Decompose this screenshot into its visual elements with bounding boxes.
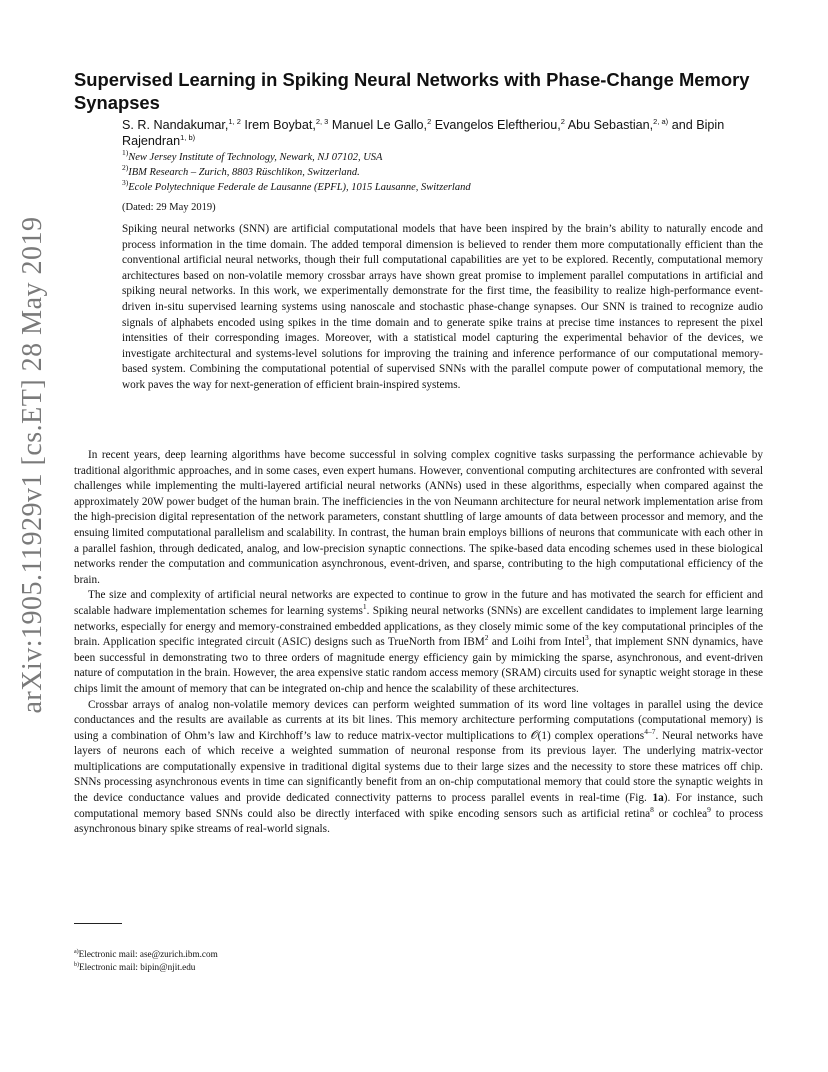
body-text xyxy=(74,448,763,838)
date-line: (Dated: 29 May 2019) xyxy=(122,202,216,213)
affiliation: $^{3)}$Ecole Polytechnique Federale de Lausanne (EPFL), 1015 Lausanne, Switzerland xyxy=(122,178,471,193)
affiliation-list xyxy=(122,150,762,195)
citation-reference[interactable]: 8 xyxy=(650,804,654,814)
footnote: $^{a)}$Electronic mail: ase@zurich.ibm.com xyxy=(74,949,218,959)
author: Manuel Le Gallo,$^2$ xyxy=(331,117,432,132)
abstract: Spiking neural networks (SNN) are artificial computational models that have been inspired by the brain’s ability to naturally encode and process information in the time domain. The added temporal dimension is believed to render them more computationally efficient than the conventional artificial neural networks, though their full computational capabilities are yet to be explored. Recently, computational memory architectures based on non-volatile memory crossbar arrays have shown great promise to implement parallel computations in artificial and spiking neural networks. In this work, we experimentally demonstrate for the first time, the feasibility to realize high-performance event-driven in-situ supervised learning systems using nanoscale and stochastic phase-change synapses. Our SNN is trained to recognize audio signals of alphabets encoded using spikes in the time domain and to generate spike trains at precise time instances to represent the pixel intensities of their corresponding images. Moreover, with a statistical model capturing the experimental behavior of the devices, we investigate architectural and systems-level solutions for improving the training and inference performance of our computational memory-based system. Combining the computational potential of supervised SNNs with the parallel compute power of computational memory, the work paves the way for next-generation of efficient brain-inspired systems. xyxy=(122,223,763,391)
paragraph: In recent years, deep learning algorithms have become successful in solving complex cognitive tasks surpassing the performance achievable by traditional algorithmic approaches, and in some cases, even expert humans. However, conventional computing architectures are confronted with several challenges while implementing the multi-layered artificial neural networks (ANNs) used in these algorithms, especially when compared against the approximately 20W power budget of the human brain. The inefficiencies in the von Neumann architecture for neural network implementation arise from the high-precision digital representation of the network parameters, constant shuttling of large amounts of data between processor and memory, and the ensuing limited computational parallelism and scalability. In contrast, the human brain employs billions of neurons that communicate with each other in a parallel fashion, through dedicated, analog, and low-precision synaptic connections. The spike-based data encoding schemes used in these biological networks render the computation and communication asynchronous, event-driven, and sparse, contributing to the high computational efficiency of the brain. xyxy=(74,449,763,586)
paper-title: Supervised Learning in Spiking Neural Networks with Phase-Change Memory Synapses xyxy=(74,69,750,113)
author: S. R. Nandakumar,$^{1, 2}$ xyxy=(122,117,241,132)
affiliation: $^{1)}$New Jersey Institute of Technology, Newark, NJ 07102, USA xyxy=(122,148,383,163)
footnote-divider xyxy=(74,923,122,924)
citation-reference[interactable]: 9 xyxy=(707,804,711,814)
citation-reference[interactable]: 1 xyxy=(362,601,367,611)
author: Abu Sebastian,$^{2, a)}$ xyxy=(567,117,669,132)
arxiv-identifier-stamp: arXiv:1905.11929v1 [cs.ET] 28 May 2019 xyxy=(17,216,48,714)
author-list xyxy=(122,118,772,149)
citation-reference[interactable]: 2 xyxy=(484,633,489,643)
author: Irem Boybat,$^{2, 3}$ xyxy=(244,117,329,132)
paragraph: Crossbar arrays of analog non-volatile memory devices can perform weighted summation of its word line voltages in parallel using the device conductances and the results are available as currents at its bit lines. This memory architecture performing computations (computational memory) is using a combination of Ohm’s law and Kirchhoff’s law to reduce matrix-vector multiplications to 𝒪(1) complex operations$^{4-7}$. Neural networks have layers of neurons each of which receive a weighted summation of neuronal response from its previous layer. The underlying matrix-vector multiplications are computationally expensive in traditional digital systems due to their large sizes and the necessity to store these matrices off chip. SNNs processing asynchronous events in time can significantly benefit from an on-chip computational memory that could store the synaptic weights in the device conductance values and provide dedicated connectivity patterns to process parallel events in real-time (Fig. 1a). For instance, such computational memory based SNNs could also be directly interfaced with spike encoding sensors such as artificial retina$^8$ or cochlea$^9$ to process asynchronous binary spike streams of real-world signals. xyxy=(74,698,763,836)
paragraph: The size and complexity of artificial neural networks are expected to continue to grow in the future and has motivated the search for efficient and scalable hadware implementation schemes for learning systems$^1$. Spiking neural networks (SNNs) are excellent candidates to implement large learning networks, especially for energy and memory-constrained embedded applications, as they closely mimic some of the key computational principles of the brain. Application specific integrated circuit (ASIC) designs such as TrueNorth from IBM$^2$ and Loihi from Intel$^3$, that implement SNN dynamics, have been successful in demonstrating two to three orders of magnitude energy efficiency gain by mimicking the sparse, asynchronous, and event-driven nature of computation in the brain. However, the area expensive static random access memory (SRAM) circuits used for synaptic weight storage in these chips limit the amount of memory that can be integrated on-chip and hence the scalability of these architectures. xyxy=(74,589,763,695)
author: and Bipin Rajendran$^{1, b)}$ xyxy=(122,118,725,148)
author: Evangelos Eleftheriou,$^2$ xyxy=(434,117,565,132)
citation-reference[interactable]: 4–7 xyxy=(644,726,656,736)
affiliation: $^{2)}$IBM Research – Zurich, 8803 Rüschlikon, Switzerland. xyxy=(122,163,360,178)
footnotes xyxy=(74,948,574,974)
citation-reference[interactable]: 3 xyxy=(585,633,589,643)
footnote: $^{b)}$Electronic mail: bipin@njit.edu xyxy=(74,962,196,972)
figure-reference[interactable]: 1a xyxy=(652,792,664,805)
